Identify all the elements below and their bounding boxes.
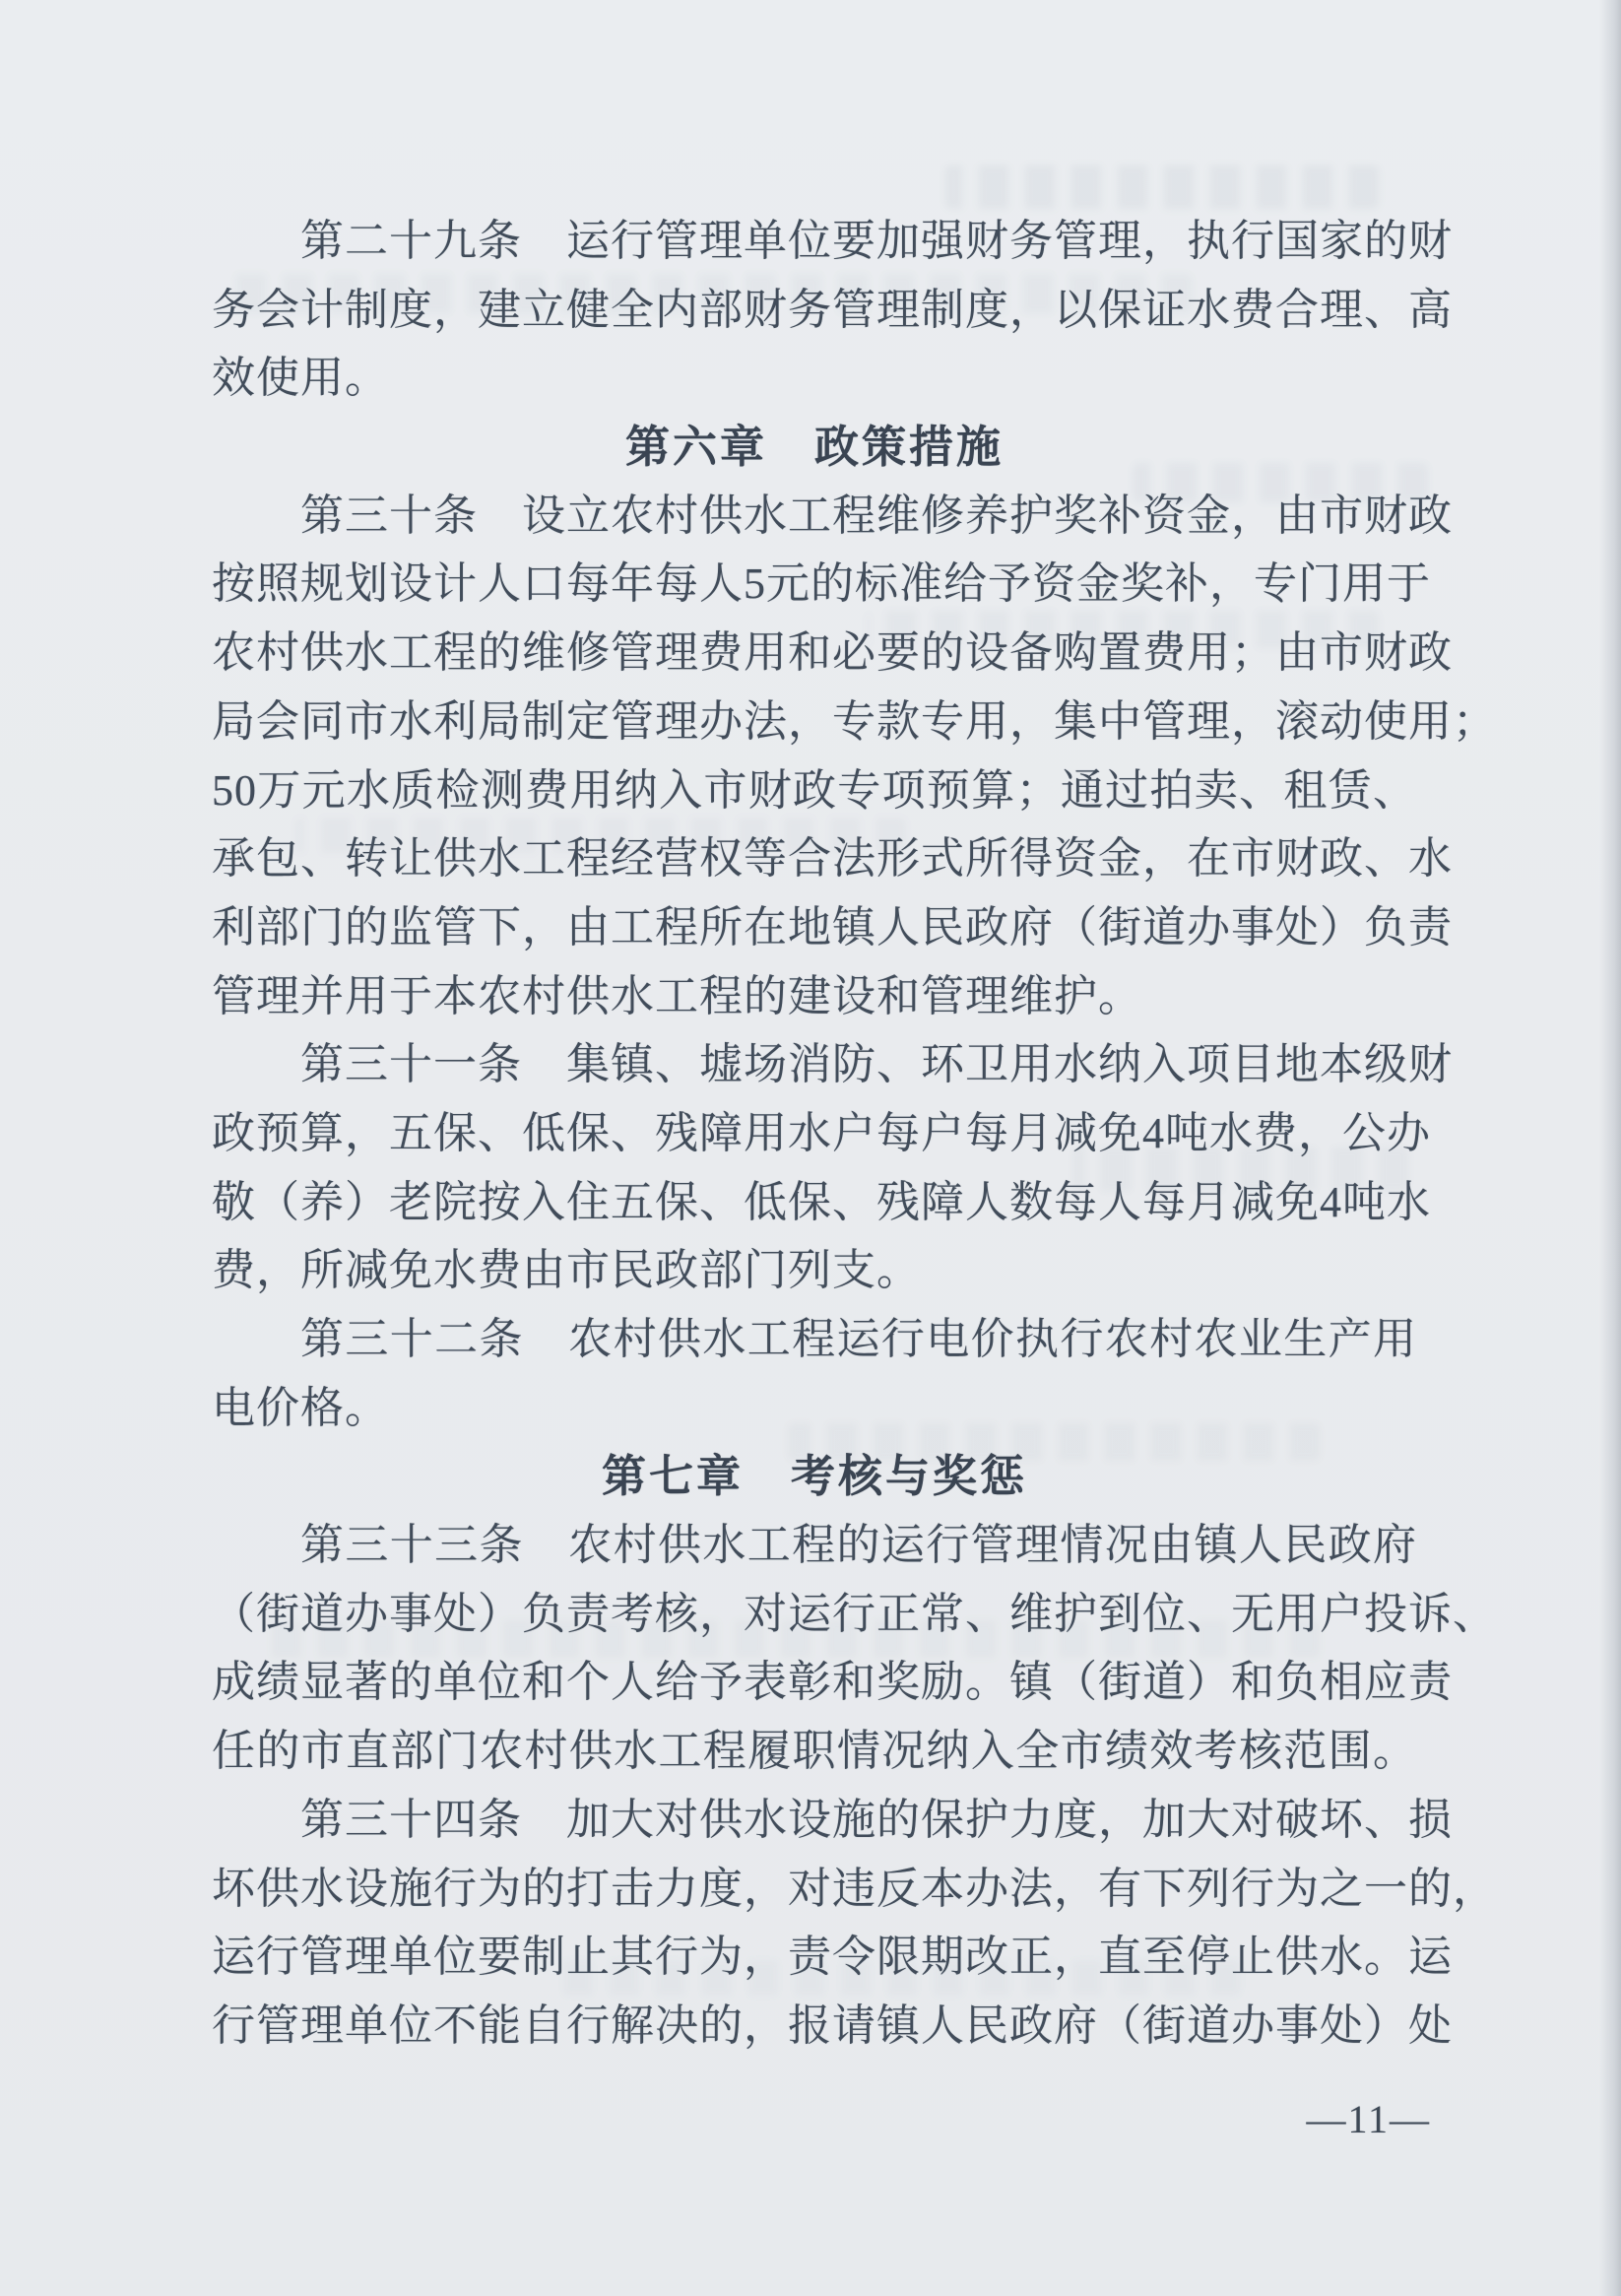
document-line: 效使用。 — [212, 354, 389, 403]
document-line: 电价格。 — [212, 1383, 389, 1432]
document-line: 政预算，五保、低保、残障用水户每户每月减免4吨水费，公办 — [212, 1108, 1431, 1157]
document-line: 第三十三条 农村供水工程的运行管理情况由镇人民政府 — [300, 1521, 1417, 1570]
document-line: 行管理单位不能自行解决的，报请镇人民政府（街道办事处）处 — [212, 2001, 1453, 2050]
document-line: 第三十四条 加大对供水设施的保护力度，加大对破坏、损 — [300, 1795, 1453, 1844]
document-line: 50万元水质检测费用纳入市财政专项预算；通过拍卖、租赁、 — [212, 765, 1417, 815]
document-line: 任的市直部门农村供水工程履职情况纳入全市绩效考核范围。 — [212, 1727, 1417, 1776]
chapter-heading-7: 第七章 考核与奖惩 — [601, 1450, 1027, 1503]
document-body — [212, 207, 1497, 2061]
document-line: 第二十九条 运行管理单位要加强财务管理，执行国家的财 — [300, 217, 1453, 265]
document-line: 局会同市水利局制定管理办法，专款专用，集中管理，滚动使用； — [212, 696, 1497, 746]
document-line: （街道办事处）负责考核，对运行正常、维护到位、无用户投诉、 — [212, 1589, 1497, 1638]
page-number: —11— — [1306, 2097, 1431, 2141]
document-line: 费，所减免水费由市民政部门列支。 — [212, 1246, 921, 1295]
document-line: 管理并用于本农村供水工程的建设和管理维护。 — [212, 971, 1142, 1020]
bleed-through-artifact — [945, 165, 1379, 209]
document-line: 敬（养）老院按入住五保、低保、残障人数每人每月减免4吨水 — [212, 1177, 1431, 1226]
chapter-heading-6: 第六章 政策措施 — [624, 421, 1004, 474]
document-line: 第三十条 设立农村供水工程维修养护奖补资金，由市财政 — [300, 491, 1453, 540]
document-line: 按照规划设计人口每年每人5元的标准给予资金奖补，专门用于 — [212, 559, 1431, 609]
document-line: 第三十二条 农村供水工程运行电价执行农村农业生产用 — [300, 1315, 1417, 1363]
document-line: 成绩显著的单位和个人给予表彰和奖励。镇（街道）和负相应责 — [212, 1658, 1453, 1707]
page-edge-shadow — [1599, 0, 1621, 2296]
document-line: 坏供水设施行为的打击力度，对违反本办法，有下列行为之一的， — [212, 1864, 1497, 1913]
document-line: 承包、转让供水工程经营权等合法形式所得资金，在市财政、水 — [212, 834, 1453, 884]
document-line: 利部门的监管下，由工程所在地镇人民政府（街道办事处）负责 — [212, 902, 1453, 951]
document-line: 运行管理单位要制止其行为，责令限期改正，直至停止供水。运 — [212, 1933, 1453, 1982]
document-line: 务会计制度，建立健全内部财务管理制度，以保证水费合理、高 — [212, 285, 1453, 334]
document-line: 农村供水工程的维修管理费用和必要的设备购置费用；由市财政 — [212, 628, 1453, 678]
document-line: 第三十一条 集镇、墟场消防、环卫用水纳入项目地本级财 — [300, 1040, 1453, 1089]
